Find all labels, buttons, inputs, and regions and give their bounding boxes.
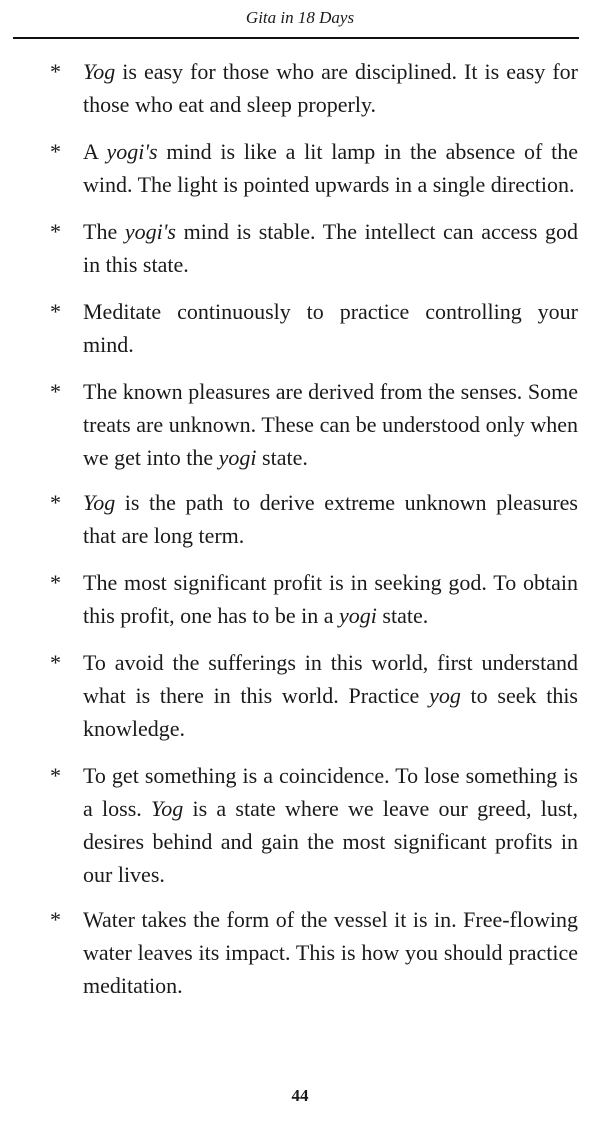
bullet-text: To get something is a coincidence. To lose something is a loss. bbox=[83, 763, 578, 821]
list-item bbox=[0, 646, 600, 745]
italic-term: yogi's bbox=[124, 219, 176, 244]
bullet-text: The bbox=[83, 219, 125, 244]
italic-term: Yog bbox=[83, 490, 116, 515]
list-item bbox=[0, 759, 600, 891]
bullet-text: To avoid the sufferings in this world, first understand what is there in this world. Practice bbox=[83, 650, 578, 708]
bullet-text: Meditate continuously to practice controlling your mind. bbox=[83, 299, 578, 357]
page-number: 44 bbox=[291, 1086, 309, 1105]
italic-term: yogi bbox=[339, 603, 377, 628]
bullet-list bbox=[0, 55, 600, 1016]
list-item bbox=[0, 295, 600, 361]
bullet-text: is easy for those who are disciplined. It is easy for those who eat and sleep properly. bbox=[83, 59, 578, 117]
list-item bbox=[0, 215, 600, 281]
italic-term: yog bbox=[429, 683, 461, 708]
bullet-text: is a state where we leave our greed, lust, desires behind and gain the most significant profits in our lives. bbox=[83, 796, 578, 887]
bullet-text: state. bbox=[256, 445, 308, 470]
list-item bbox=[0, 903, 600, 1002]
bullet-asterisk: * bbox=[50, 379, 61, 404]
bullet-text: state. bbox=[376, 603, 429, 628]
italic-term: Yog bbox=[83, 59, 116, 84]
bullet-text: A bbox=[83, 139, 107, 164]
bullet-text: The known pleasures are derived from the senses. Some treats are unknown. These can be understood only when we get into the bbox=[83, 379, 578, 470]
bullet-text: mind is stable. The intellect can access god in this state. bbox=[83, 219, 579, 277]
bullet-asterisk: * bbox=[50, 299, 61, 324]
italic-term: Yog bbox=[151, 796, 184, 821]
bullet-asterisk: * bbox=[50, 570, 61, 595]
bullet-asterisk: * bbox=[50, 763, 61, 788]
bullet-text: The most significant profit is in seeking god. To obtain this profit, one has to be in a bbox=[83, 570, 578, 628]
list-item bbox=[0, 566, 600, 632]
bullet-text: is the path to derive extreme unknown pleasures that are long term. bbox=[83, 490, 578, 548]
bullet-asterisk: * bbox=[50, 59, 61, 84]
list-item bbox=[0, 486, 600, 552]
bullet-text: Water takes the form of the vessel it is in. Free-flowing water leaves its impact. This is how you should practice meditation. bbox=[83, 907, 578, 998]
bullet-text: mind is like a lit lamp in the absence of the wind. The light is pointed upwards in a single direction. bbox=[83, 139, 578, 197]
italic-term: yogi's bbox=[106, 139, 158, 164]
header-rule bbox=[13, 37, 579, 39]
list-item bbox=[0, 375, 600, 474]
running-header-title: Gita in 18 Days bbox=[245, 8, 355, 27]
bullet-asterisk: * bbox=[50, 139, 61, 164]
bullet-asterisk: * bbox=[50, 907, 61, 932]
list-item bbox=[0, 135, 600, 201]
italic-term: yogi bbox=[218, 445, 257, 470]
bullet-asterisk: * bbox=[50, 219, 61, 244]
bullet-text: to seek this knowledge. bbox=[83, 683, 578, 741]
list-item bbox=[0, 55, 600, 121]
bullet-asterisk: * bbox=[50, 490, 61, 515]
bullet-asterisk: * bbox=[50, 650, 61, 675]
